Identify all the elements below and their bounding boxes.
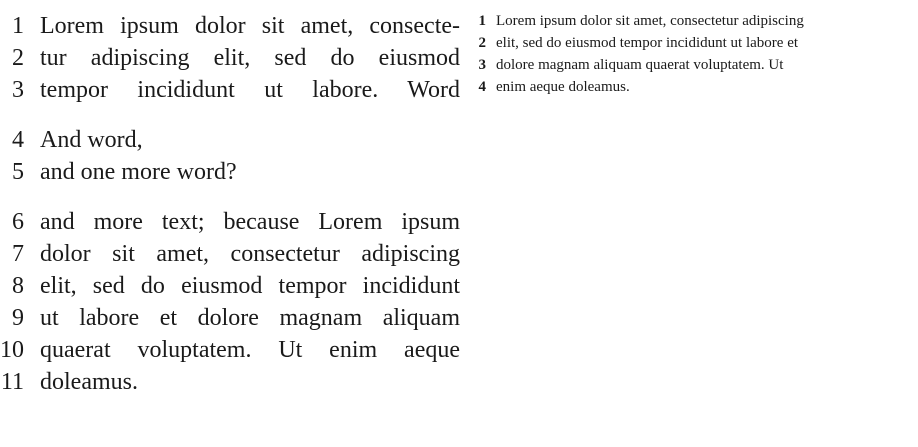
right-line-3 <box>470 54 910 76</box>
line-number: 2 <box>12 45 24 71</box>
line-number: 3 <box>478 57 486 73</box>
line-number: 6 <box>12 209 24 235</box>
line-text: dolore magnam aliquam quaerat voluptatem. Ut <box>496 57 784 73</box>
right-line-2 <box>470 32 910 54</box>
line-text: elit, sed do eiusmod tempor incididunt <box>40 273 460 299</box>
line-number: 9 <box>12 305 24 331</box>
left-line-2 <box>0 42 465 74</box>
line-text: elit, sed do eiusmod tempor incididunt ut labore et <box>496 35 799 51</box>
left-line-8 <box>0 270 465 302</box>
line-number: 4 <box>12 127 24 153</box>
line-number: 4 <box>478 79 486 95</box>
line-text: enim aeque doleamus. <box>496 79 630 95</box>
right-line-4 <box>470 76 910 98</box>
left-line-10 <box>0 334 465 366</box>
line-text: And word, <box>40 127 143 153</box>
line-text: Lorem ipsum dolor sit amet, consectetur adipiscing <box>496 13 804 29</box>
line-text: and more text; because Lorem ipsum <box>40 209 460 235</box>
line-number: 1 <box>12 13 24 39</box>
line-text: Lorem ipsum dolor sit amet, consecte- <box>40 13 460 39</box>
line-text: doleamus. <box>40 369 138 395</box>
line-number: 1 <box>478 13 486 29</box>
left-line-4 <box>0 124 465 156</box>
line-text: dolor sit amet, consectetur adipiscing <box>40 241 460 267</box>
left-line-7 <box>0 238 465 270</box>
left-line-6 <box>0 206 465 238</box>
right-line-1 <box>470 10 910 32</box>
line-number: 7 <box>12 241 24 267</box>
line-number: 8 <box>12 273 24 299</box>
line-text: and one more word? <box>40 159 237 185</box>
left-line-11 <box>0 366 465 398</box>
line-text: tempor incididunt ut labore. Word <box>40 77 460 103</box>
left-line-9 <box>0 302 465 334</box>
line-text: ut labore et dolore magnam aliquam <box>40 305 460 331</box>
left-line-3 <box>0 74 465 106</box>
line-number: 10 <box>0 337 24 363</box>
left-line-1 <box>0 10 465 42</box>
line-text: quaerat voluptatem. Ut enim aeque <box>40 337 460 363</box>
line-text: tur adipiscing elit, sed do eiusmod <box>40 45 460 71</box>
line-number: 11 <box>0 369 24 395</box>
line-number: 2 <box>478 35 486 51</box>
line-number: 3 <box>12 77 24 103</box>
left-line-5 <box>0 156 465 188</box>
line-number: 5 <box>12 159 24 185</box>
